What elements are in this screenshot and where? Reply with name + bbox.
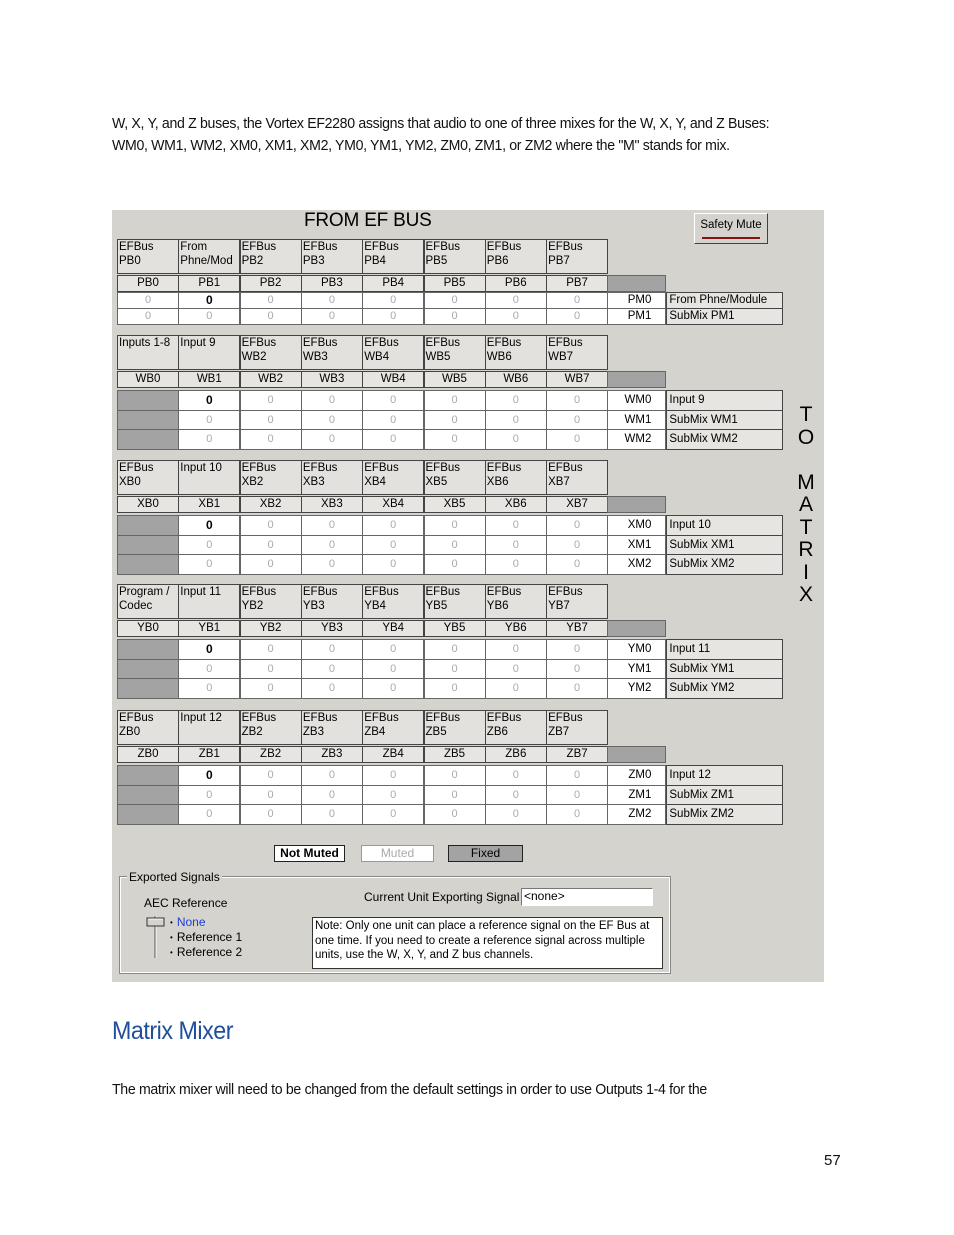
bus-header: EFBus YB6 [485, 584, 547, 619]
mix-level-cell[interactable]: 0 [546, 659, 608, 680]
mix-level-cell[interactable]: 0 [485, 308, 547, 325]
to-matrix-label: T O M A T R I X [797, 403, 815, 606]
exported-signals-label: Exported Signals [129, 870, 220, 884]
bus-header: EFBus XB0 [117, 460, 179, 495]
bus-label: ZB3 [301, 746, 363, 763]
mix-level-cell[interactable]: 0 [301, 554, 363, 575]
bus-header: Input 12 [178, 710, 240, 745]
mix-level-cell[interactable]: 0 [424, 678, 486, 699]
fixed-cell [117, 429, 179, 450]
bus-header: Input 10 [178, 460, 240, 495]
reference-signal-note: Note: Only one unit can place a reference signal on the EF Bus at one time. If you need to create a reference signal across multiple units, use the W, X, Y, and Z bus channels. [312, 917, 663, 969]
bus-label: PB2 [240, 275, 302, 292]
mix-level-cell[interactable]: 0 [240, 785, 302, 806]
bus-header: EFBus YB3 [301, 584, 363, 619]
bus-header: EFBus ZB0 [117, 710, 179, 745]
mix-level-cell[interactable]: 0 [546, 308, 608, 325]
bus-label: PB0 [117, 275, 179, 292]
mix-level-cell[interactable]: 0 [485, 410, 547, 431]
matrix-destination: SubMix WM1 [666, 410, 783, 431]
mix-level-cell[interactable]: 0 [240, 390, 302, 411]
fixed-cell [117, 659, 179, 680]
aec-option-reference-1[interactable]: • Reference 1 [170, 930, 242, 944]
fixed-cell [117, 515, 179, 536]
fixed-cell [117, 678, 179, 699]
fixed-cell [117, 785, 179, 806]
mix-level-cell[interactable]: 0 [240, 515, 302, 536]
bus-header: EFBus ZB7 [546, 710, 608, 745]
mix-level-cell[interactable]: 0 [240, 429, 302, 450]
mix-level-cell[interactable]: 0 [301, 410, 363, 431]
bus-label: ZB5 [424, 746, 486, 763]
mix-level-cell[interactable]: 0 [240, 678, 302, 699]
mix-level-cell[interactable]: 0 [485, 390, 547, 411]
bus-header: EFBus WB3 [301, 335, 363, 370]
bus-label: YB5 [424, 620, 486, 637]
mix-row-label: WM1 [607, 410, 666, 431]
fixed-bus-marker [607, 746, 666, 763]
mix-level-cell[interactable]: 0 [178, 659, 240, 680]
mix-level-cell[interactable]: 0 [240, 535, 302, 556]
mix-row-label: PM0 [607, 292, 666, 309]
mix-level-cell[interactable]: 0 [546, 678, 608, 699]
mix-level-cell[interactable]: 0 [178, 678, 240, 699]
bus-header: Input 9 [178, 335, 240, 370]
mix-level-cell[interactable]: 0 [301, 678, 363, 699]
bus-label: ZB7 [546, 746, 608, 763]
mix-level-cell[interactable]: 0 [362, 535, 424, 556]
mix-level-cell[interactable]: 0 [178, 639, 240, 660]
bus-header: EFBus XB5 [424, 460, 486, 495]
mix-level-cell[interactable]: 0 [424, 639, 486, 660]
mix-level-cell[interactable]: 0 [301, 804, 363, 825]
mix-level-cell[interactable]: 0 [485, 639, 547, 660]
bus-header: EFBus WB7 [546, 335, 608, 370]
mix-level-cell[interactable]: 0 [178, 535, 240, 556]
mix-level-cell[interactable]: 0 [362, 554, 424, 575]
body-paragraph: The matrix mixer will need to be changed from the default settings in order to use Outputs 1-4 for the [112, 1081, 707, 1098]
mix-level-cell[interactable]: 0 [424, 659, 486, 680]
mix-level-cell[interactable]: 0 [485, 659, 547, 680]
fixed-bus-marker [607, 496, 666, 513]
ef-bus-panel [112, 210, 824, 982]
bus-label: PB1 [178, 275, 240, 292]
bus-header: From Phne/Mod [178, 239, 240, 274]
bus-label: XB5 [424, 496, 486, 513]
mix-level-cell[interactable]: 0 [546, 765, 608, 786]
matrix-destination: Input 11 [666, 639, 783, 660]
mix-level-cell[interactable]: 0 [240, 804, 302, 825]
mix-level-cell[interactable]: 0 [546, 515, 608, 536]
fixed-bus-marker [607, 371, 666, 388]
matrix-destination: SubMix XM2 [666, 554, 783, 575]
mix-level-cell[interactable]: 0 [424, 390, 486, 411]
mix-level-cell[interactable]: 0 [485, 678, 547, 699]
mix-level-cell[interactable]: 0 [178, 765, 240, 786]
mix-level-cell[interactable]: 0 [485, 785, 547, 806]
bus-header: EFBus XB4 [362, 460, 424, 495]
mix-level-cell[interactable]: 0 [424, 429, 486, 450]
mix-row-label: YM2 [607, 678, 666, 699]
matrix-destination: Input 10 [666, 515, 783, 536]
bus-label: WB1 [178, 371, 240, 388]
matrix-destination: From Phne/Module [666, 292, 783, 309]
bus-header: EFBus XB3 [301, 460, 363, 495]
mix-level-cell[interactable]: 0 [240, 554, 302, 575]
bus-header: EFBus PB3 [301, 239, 363, 274]
bus-label: XB7 [546, 496, 608, 513]
bus-label: YB3 [301, 620, 363, 637]
matrix-destination: Input 9 [666, 390, 783, 411]
bus-label: ZB6 [485, 746, 547, 763]
legend-fixed: Fixed [448, 845, 523, 862]
bus-label: XB2 [240, 496, 302, 513]
bus-label: YB4 [362, 620, 424, 637]
bus-label: WB5 [424, 371, 486, 388]
mix-level-cell[interactable]: 0 [546, 292, 608, 309]
mix-level-cell[interactable]: 0 [546, 639, 608, 660]
bus-label: WB7 [546, 371, 608, 388]
bus-header: EFBus YB4 [362, 584, 424, 619]
matrix-destination: Input 12 [666, 765, 783, 786]
matrix-destination: SubMix YM1 [666, 659, 783, 680]
bus-header: EFBus YB2 [240, 584, 302, 619]
mix-level-cell[interactable]: 0 [240, 308, 302, 325]
bus-header: EFBus WB6 [485, 335, 547, 370]
section-heading: Matrix Mixer [112, 1017, 234, 1045]
bus-label: WB2 [240, 371, 302, 388]
matrix-destination: SubMix WM2 [666, 429, 783, 450]
bus-header: EFBus WB4 [362, 335, 424, 370]
mix-level-cell[interactable]: 0 [362, 292, 424, 309]
mix-level-cell[interactable]: 0 [485, 429, 547, 450]
mix-level-cell[interactable]: 0 [240, 292, 302, 309]
mix-row-label: YM1 [607, 659, 666, 680]
mix-level-cell[interactable]: 0 [240, 639, 302, 660]
bus-header: EFBus ZB6 [485, 710, 547, 745]
bus-header: Inputs 1-8 [117, 335, 179, 370]
aec-reference-label: AEC Reference [144, 896, 228, 910]
mix-row-label: WM2 [607, 429, 666, 450]
fixed-bus-marker [607, 620, 666, 637]
mix-level-cell[interactable]: 0 [178, 308, 240, 325]
aec-option-none[interactable]: • None [170, 915, 206, 929]
bus-header: EFBus PB5 [424, 239, 486, 274]
current-unit-exporting-field[interactable]: <none> [521, 888, 653, 906]
intro-paragraph: W, X, Y, and Z buses, the Vortex EF2280 assigns that audio to one of three mixes for the W, X, Y, and Z Buses: WM0, WM1, WM2, XM0, XM1, XM2, YM0, YM1, YM2, ZM0, ZM1, or ZM2 where the "M" stands for mix. [112, 115, 770, 154]
bus-header: EFBus WB2 [240, 335, 302, 370]
mix-level-cell[interactable]: 0 [362, 515, 424, 536]
mix-level-cell[interactable]: 0 [362, 765, 424, 786]
bus-label: WB0 [117, 371, 179, 388]
page-number: 57 [824, 1152, 841, 1169]
mix-row-label: ZM2 [607, 804, 666, 825]
mix-level-cell[interactable]: 0 [301, 639, 363, 660]
mix-level-cell[interactable]: 0 [178, 292, 240, 309]
bus-label: PB5 [424, 275, 486, 292]
mix-level-cell[interactable]: 0 [424, 292, 486, 309]
bus-header: Input 11 [178, 584, 240, 619]
safety-mute-button[interactable] [694, 213, 768, 244]
panel-title: FROM EF BUS [304, 210, 432, 231]
mix-level-cell[interactable]: 0 [301, 659, 363, 680]
bus-label: ZB0 [117, 746, 179, 763]
mix-level-cell[interactable]: 0 [485, 515, 547, 536]
bus-label: ZB4 [362, 746, 424, 763]
bus-label: XB3 [301, 496, 363, 513]
bus-label: YB7 [546, 620, 608, 637]
mix-level-cell[interactable]: 0 [546, 390, 608, 411]
mix-level-cell[interactable]: 0 [362, 785, 424, 806]
bus-header: EFBus PB0 [117, 239, 179, 274]
mix-row-label: YM0 [607, 639, 666, 660]
mix-level-cell[interactable]: 0 [546, 804, 608, 825]
mix-row-label: ZM1 [607, 785, 666, 806]
mix-level-cell[interactable]: 0 [362, 308, 424, 325]
bus-header: Program / Codec [117, 584, 179, 619]
mix-level-cell[interactable]: 0 [178, 554, 240, 575]
fixed-cell [117, 639, 179, 660]
fixed-cell [117, 804, 179, 825]
fixed-cell [117, 410, 179, 431]
mix-level-cell[interactable]: 0 [485, 804, 547, 825]
bus-header: EFBus PB4 [362, 239, 424, 274]
mix-level-cell[interactable]: 0 [117, 292, 179, 309]
mix-level-cell[interactable]: 0 [546, 429, 608, 450]
mix-level-cell[interactable]: 0 [485, 765, 547, 786]
mix-level-cell[interactable]: 0 [424, 785, 486, 806]
mix-level-cell[interactable]: 0 [178, 785, 240, 806]
mix-row-label: XM2 [607, 554, 666, 575]
mix-row-label: XM0 [607, 515, 666, 536]
current-unit-exporting-label: Current Unit Exporting Signal [364, 890, 520, 904]
mix-row-label: ZM0 [607, 765, 666, 786]
aec-reference-slider[interactable] [146, 914, 168, 958]
mix-level-cell[interactable]: 0 [301, 785, 363, 806]
mix-level-cell[interactable]: 0 [301, 515, 363, 536]
bus-label: WB4 [362, 371, 424, 388]
bus-label: XB4 [362, 496, 424, 513]
mix-level-cell[interactable]: 0 [117, 308, 179, 325]
mix-level-cell[interactable]: 0 [546, 785, 608, 806]
bus-label: PB6 [485, 275, 547, 292]
bus-label: XB1 [178, 496, 240, 513]
bus-header: EFBus PB6 [485, 239, 547, 274]
matrix-destination: SubMix ZM1 [666, 785, 783, 806]
fixed-bus-marker [607, 275, 666, 292]
mix-level-cell[interactable]: 0 [546, 410, 608, 431]
fixed-cell [117, 765, 179, 786]
bus-header: EFBus YB7 [546, 584, 608, 619]
mix-level-cell[interactable]: 0 [362, 659, 424, 680]
mix-level-cell[interactable]: 0 [240, 765, 302, 786]
mix-level-cell[interactable]: 0 [362, 804, 424, 825]
bus-label: YB0 [117, 620, 179, 637]
safety-mute-indicator [702, 237, 760, 239]
safety-mute-label: Safety Mute [700, 219, 762, 231]
mix-level-cell[interactable]: 0 [546, 554, 608, 575]
mix-level-cell[interactable]: 0 [424, 535, 486, 556]
fixed-cell [117, 390, 179, 411]
mix-level-cell[interactable]: 0 [485, 535, 547, 556]
bus-label: YB6 [485, 620, 547, 637]
matrix-destination: SubMix PM1 [666, 308, 783, 325]
mix-level-cell[interactable]: 0 [424, 410, 486, 431]
bus-label: PB7 [546, 275, 608, 292]
mix-level-cell[interactable]: 0 [362, 678, 424, 699]
bus-header: EFBus ZB3 [301, 710, 363, 745]
bus-header: EFBus ZB2 [240, 710, 302, 745]
mix-level-cell[interactable]: 0 [301, 390, 363, 411]
bus-label: WB3 [301, 371, 363, 388]
mix-level-cell[interactable]: 0 [424, 554, 486, 575]
mix-level-cell[interactable]: 0 [424, 308, 486, 325]
mix-level-cell[interactable]: 0 [546, 535, 608, 556]
mix-level-cell[interactable]: 0 [485, 292, 547, 309]
mix-level-cell[interactable]: 0 [178, 429, 240, 450]
mix-level-cell[interactable]: 0 [240, 659, 302, 680]
bus-header: EFBus ZB4 [362, 710, 424, 745]
mix-level-cell[interactable]: 0 [424, 515, 486, 536]
mix-level-cell[interactable]: 0 [301, 429, 363, 450]
mix-level-cell[interactable]: 0 [485, 554, 547, 575]
bus-header: EFBus ZB5 [424, 710, 486, 745]
bus-header: EFBus PB2 [240, 239, 302, 274]
bus-label: ZB2 [240, 746, 302, 763]
mix-level-cell[interactable]: 0 [240, 410, 302, 431]
bus-header: EFBus YB5 [424, 584, 486, 619]
bus-header: EFBus XB6 [485, 460, 547, 495]
matrix-destination: SubMix ZM2 [666, 804, 783, 825]
fixed-cell [117, 554, 179, 575]
bus-header: EFBus XB2 [240, 460, 302, 495]
legend-not-muted: Not Muted [274, 845, 345, 862]
bus-header: EFBus PB7 [546, 239, 608, 274]
mix-level-cell[interactable]: 0 [178, 515, 240, 536]
aec-option-reference-2[interactable]: • Reference 2 [170, 945, 242, 959]
bus-label: WB6 [485, 371, 547, 388]
mix-level-cell[interactable]: 0 [424, 765, 486, 786]
mix-level-cell[interactable]: 0 [178, 410, 240, 431]
mix-level-cell[interactable]: 0 [301, 765, 363, 786]
bus-label: ZB1 [178, 746, 240, 763]
bus-header: EFBus XB7 [546, 460, 608, 495]
mix-row-label: PM1 [607, 308, 666, 325]
bus-header: EFBus WB5 [424, 335, 486, 370]
bus-label: PB3 [301, 275, 363, 292]
legend-muted: Muted [361, 845, 434, 862]
mix-row-label: WM0 [607, 390, 666, 411]
mix-level-cell[interactable]: 0 [362, 410, 424, 431]
mix-level-cell[interactable]: 0 [362, 429, 424, 450]
mix-level-cell[interactable]: 0 [362, 639, 424, 660]
bus-label: XB6 [485, 496, 547, 513]
mix-level-cell[interactable]: 0 [301, 308, 363, 325]
bus-label: XB0 [117, 496, 179, 513]
bus-label: YB1 [178, 620, 240, 637]
mix-row-label: XM1 [607, 535, 666, 556]
bus-label: PB4 [362, 275, 424, 292]
mix-level-cell[interactable]: 0 [424, 804, 486, 825]
mix-level-cell[interactable]: 0 [301, 292, 363, 309]
fixed-cell [117, 535, 179, 556]
matrix-destination: SubMix YM2 [666, 678, 783, 699]
mix-level-cell[interactable]: 0 [178, 804, 240, 825]
mix-level-cell[interactable]: 0 [362, 390, 424, 411]
matrix-destination: SubMix XM1 [666, 535, 783, 556]
mix-level-cell[interactable]: 0 [301, 535, 363, 556]
mix-level-cell[interactable]: 0 [178, 390, 240, 411]
bus-label: YB2 [240, 620, 302, 637]
